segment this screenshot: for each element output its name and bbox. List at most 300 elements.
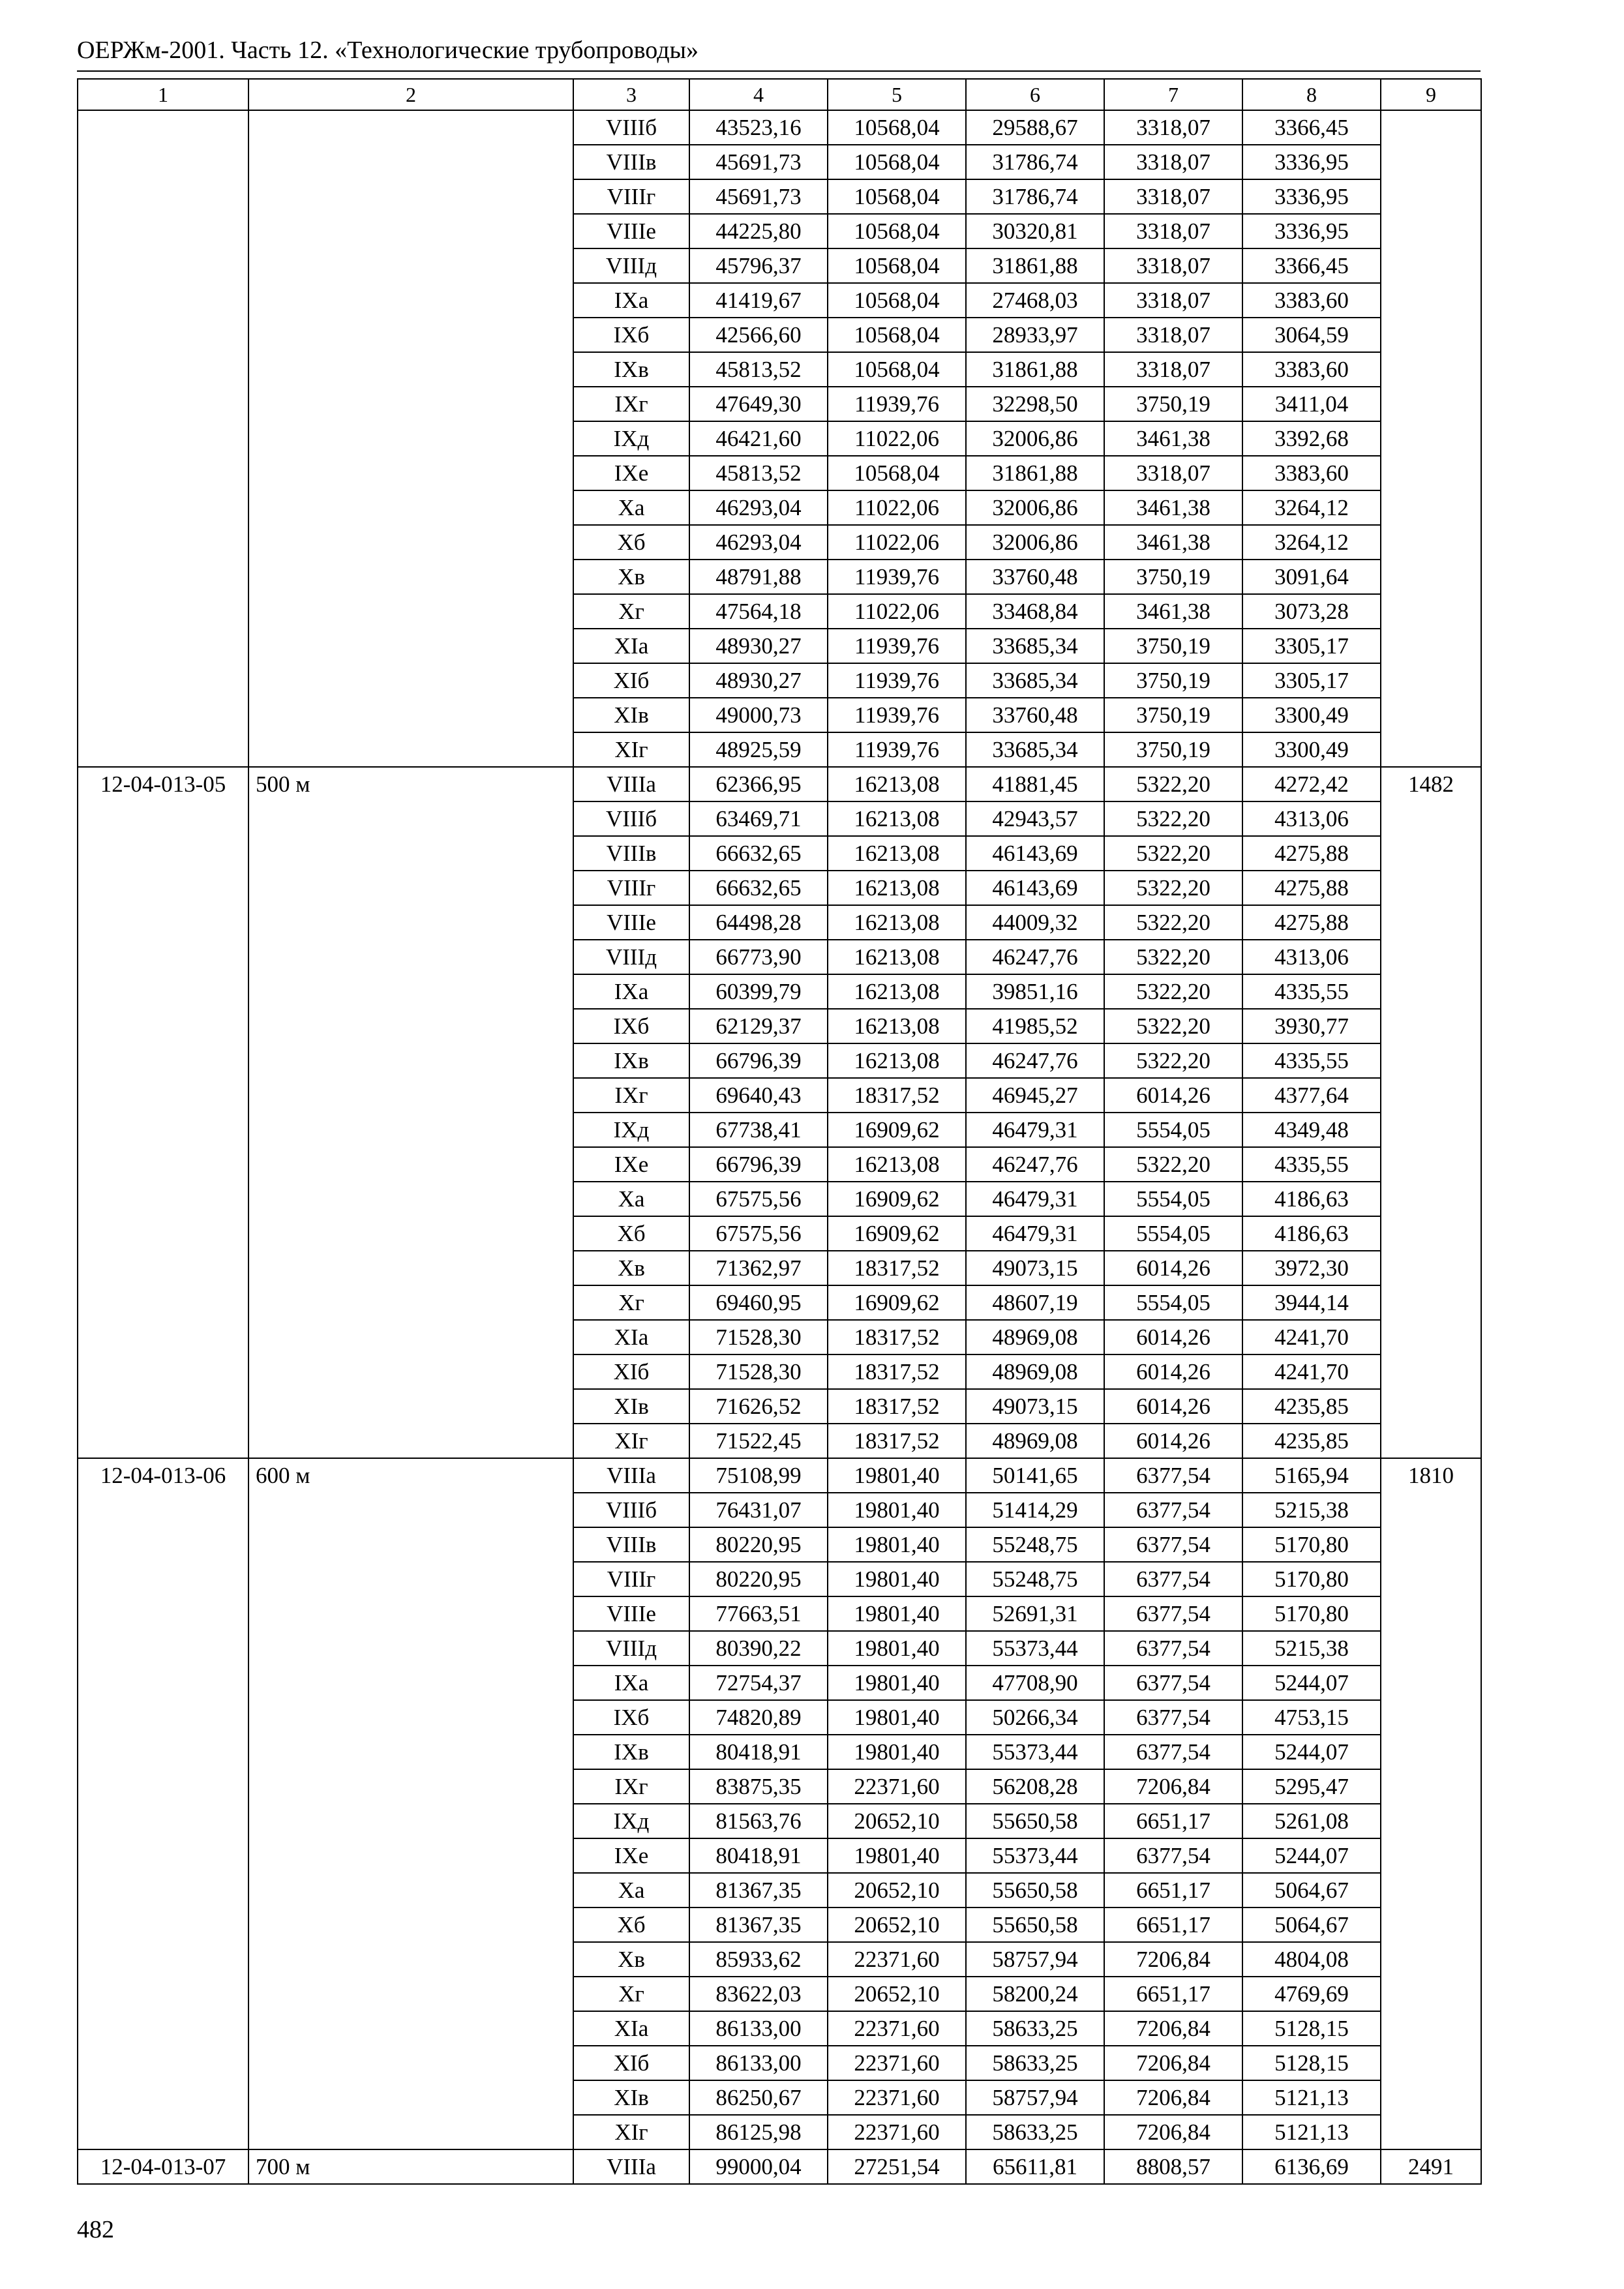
category-cell: VIIIв: [573, 145, 689, 179]
category-cell: IXв: [573, 352, 689, 387]
value-cell: 72754,37: [689, 1666, 828, 1700]
value-cell: 6377,54: [1104, 1666, 1242, 1700]
column-number-row: [78, 79, 1481, 110]
value-cell: 67738,41: [689, 1113, 828, 1147]
value-cell: 80220,95: [689, 1527, 828, 1562]
value-cell: 3461,38: [1104, 421, 1242, 456]
value-cell: 4275,88: [1242, 871, 1381, 905]
value-cell: 6377,54: [1104, 1631, 1242, 1666]
value-cell: 50141,65: [966, 1458, 1104, 1493]
value-cell: 46293,04: [689, 525, 828, 560]
value-cell: 55373,44: [966, 1631, 1104, 1666]
value-cell: 67575,56: [689, 1182, 828, 1216]
value-cell: 4235,85: [1242, 1424, 1381, 1458]
column-9-cell: 2491: [1381, 2149, 1481, 2184]
category-cell: VIIIд: [573, 940, 689, 974]
value-cell: 48930,27: [689, 663, 828, 698]
value-cell: 6014,26: [1104, 1251, 1242, 1285]
value-cell: 64498,28: [689, 905, 828, 940]
value-cell: 3318,07: [1104, 283, 1242, 318]
value-cell: 31861,88: [966, 352, 1104, 387]
value-cell: 5322,20: [1104, 974, 1242, 1009]
column-header: 2: [248, 79, 573, 110]
value-cell: 22371,60: [828, 2080, 966, 2115]
value-cell: 55650,58: [966, 1908, 1104, 1942]
value-cell: 33760,48: [966, 560, 1104, 594]
category-cell: IXа: [573, 1666, 689, 1700]
value-cell: 5165,94: [1242, 1458, 1381, 1493]
value-cell: 10568,04: [828, 318, 966, 352]
value-cell: 4186,63: [1242, 1182, 1381, 1216]
value-cell: 66796,39: [689, 1147, 828, 1182]
value-cell: 32298,50: [966, 387, 1104, 421]
value-cell: 3366,45: [1242, 110, 1381, 145]
value-cell: 46143,69: [966, 836, 1104, 871]
value-cell: 4335,55: [1242, 974, 1381, 1009]
value-cell: 48925,59: [689, 732, 828, 767]
value-cell: 5322,20: [1104, 871, 1242, 905]
value-cell: 33685,34: [966, 732, 1104, 767]
value-cell: 16213,08: [828, 940, 966, 974]
value-cell: 7206,84: [1104, 2011, 1242, 2046]
value-cell: 6377,54: [1104, 1493, 1242, 1527]
value-cell: 5322,20: [1104, 836, 1242, 871]
value-cell: 22371,60: [828, 2046, 966, 2080]
value-cell: 20652,10: [828, 1908, 966, 1942]
value-cell: 3750,19: [1104, 663, 1242, 698]
value-cell: 10568,04: [828, 145, 966, 179]
value-cell: 46421,60: [689, 421, 828, 456]
value-cell: 3305,17: [1242, 629, 1381, 663]
value-cell: 42943,57: [966, 801, 1104, 836]
pipe-size-cell: 700 м: [248, 2149, 573, 2184]
value-cell: 11939,76: [828, 560, 966, 594]
value-cell: 41985,52: [966, 1009, 1104, 1043]
column-header: 8: [1242, 79, 1381, 110]
value-cell: 80220,95: [689, 1562, 828, 1596]
value-cell: 58633,25: [966, 2046, 1104, 2080]
value-cell: 18317,52: [828, 1389, 966, 1424]
value-cell: 83622,03: [689, 1977, 828, 2011]
value-cell: 19801,40: [828, 1458, 966, 1493]
value-cell: 46479,31: [966, 1182, 1104, 1216]
value-cell: 16213,08: [828, 1147, 966, 1182]
value-cell: 6014,26: [1104, 1354, 1242, 1389]
value-cell: 3336,95: [1242, 179, 1381, 214]
value-cell: 4241,70: [1242, 1320, 1381, 1354]
category-cell: Xв: [573, 1942, 689, 1977]
value-cell: 3318,07: [1104, 110, 1242, 145]
value-cell: 31861,88: [966, 456, 1104, 490]
value-cell: 4335,55: [1242, 1147, 1381, 1182]
value-cell: 3750,19: [1104, 387, 1242, 421]
value-cell: 50266,34: [966, 1700, 1104, 1735]
value-cell: 5322,20: [1104, 801, 1242, 836]
value-cell: 11939,76: [828, 629, 966, 663]
value-cell: 99000,04: [689, 2149, 828, 2184]
value-cell: 29588,67: [966, 110, 1104, 145]
value-cell: 19801,40: [828, 1631, 966, 1666]
value-cell: 27468,03: [966, 283, 1104, 318]
pipe-size-cell: [248, 110, 573, 767]
value-cell: 6136,69: [1242, 2149, 1381, 2184]
value-cell: 55650,58: [966, 1804, 1104, 1838]
category-cell: Xа: [573, 1873, 689, 1908]
value-cell: 46945,27: [966, 1078, 1104, 1113]
value-cell: 19801,40: [828, 1700, 966, 1735]
value-cell: 18317,52: [828, 1424, 966, 1458]
value-cell: 66632,65: [689, 871, 828, 905]
value-cell: 5261,08: [1242, 1804, 1381, 1838]
value-cell: 66773,90: [689, 940, 828, 974]
value-cell: 18317,52: [828, 1320, 966, 1354]
value-cell: 66796,39: [689, 1043, 828, 1078]
value-cell: 6014,26: [1104, 1320, 1242, 1354]
value-cell: 45796,37: [689, 248, 828, 283]
header-rule: [77, 70, 1481, 72]
category-cell: VIIIв: [573, 1527, 689, 1562]
value-cell: 3750,19: [1104, 560, 1242, 594]
value-cell: 45813,52: [689, 456, 828, 490]
rates-table-body: [78, 110, 1481, 2184]
value-cell: 67575,56: [689, 1216, 828, 1251]
value-cell: 80418,91: [689, 1735, 828, 1769]
value-cell: 6377,54: [1104, 1562, 1242, 1596]
value-cell: 55248,75: [966, 1562, 1104, 1596]
rates-table: [77, 78, 1482, 2185]
value-cell: 11022,06: [828, 525, 966, 560]
value-cell: 33685,34: [966, 663, 1104, 698]
category-cell: IXв: [573, 1043, 689, 1078]
category-cell: VIIIг: [573, 179, 689, 214]
value-cell: 58633,25: [966, 2115, 1104, 2149]
value-cell: 3336,95: [1242, 145, 1381, 179]
value-cell: 3383,60: [1242, 283, 1381, 318]
value-cell: 69460,95: [689, 1285, 828, 1320]
value-cell: 3264,12: [1242, 490, 1381, 525]
value-cell: 3318,07: [1104, 318, 1242, 352]
value-cell: 4186,63: [1242, 1216, 1381, 1251]
value-cell: 48969,08: [966, 1320, 1104, 1354]
value-cell: 32006,86: [966, 525, 1104, 560]
value-cell: 3318,07: [1104, 352, 1242, 387]
value-cell: 16213,08: [828, 871, 966, 905]
value-cell: 48930,27: [689, 629, 828, 663]
value-cell: 11939,76: [828, 387, 966, 421]
category-cell: IXг: [573, 1078, 689, 1113]
column-header: 5: [828, 79, 966, 110]
value-cell: 32006,86: [966, 421, 1104, 456]
value-cell: 5322,20: [1104, 905, 1242, 940]
value-cell: 3944,14: [1242, 1285, 1381, 1320]
value-cell: 20652,10: [828, 1804, 966, 1838]
value-cell: 5322,20: [1104, 1009, 1242, 1043]
value-cell: 65611,81: [966, 2149, 1104, 2184]
rate-code-cell: [78, 110, 248, 767]
category-cell: XIб: [573, 2046, 689, 2080]
value-cell: 47649,30: [689, 387, 828, 421]
value-cell: 7206,84: [1104, 1769, 1242, 1804]
value-cell: 75108,99: [689, 1458, 828, 1493]
value-cell: 5244,07: [1242, 1735, 1381, 1769]
value-cell: 33760,48: [966, 698, 1104, 732]
value-cell: 5554,05: [1104, 1216, 1242, 1251]
value-cell: 16909,62: [828, 1216, 966, 1251]
value-cell: 3461,38: [1104, 490, 1242, 525]
value-cell: 5170,80: [1242, 1527, 1381, 1562]
rate-code-cell: 12-04-013-07: [78, 2149, 248, 2184]
value-cell: 3300,49: [1242, 732, 1381, 767]
category-cell: Xб: [573, 1216, 689, 1251]
value-cell: 49000,73: [689, 698, 828, 732]
value-cell: 3073,28: [1242, 594, 1381, 629]
value-cell: 10568,04: [828, 179, 966, 214]
value-cell: 3064,59: [1242, 318, 1381, 352]
category-cell: Xа: [573, 1182, 689, 1216]
value-cell: 71528,30: [689, 1320, 828, 1354]
value-cell: 46293,04: [689, 490, 828, 525]
value-cell: 18317,52: [828, 1354, 966, 1389]
value-cell: 66632,65: [689, 836, 828, 871]
value-cell: 51414,29: [966, 1493, 1104, 1527]
category-cell: XIб: [573, 663, 689, 698]
value-cell: 16213,08: [828, 1009, 966, 1043]
category-cell: XIа: [573, 2011, 689, 2046]
category-cell: VIIIб: [573, 110, 689, 145]
value-cell: 47564,18: [689, 594, 828, 629]
category-cell: VIIIе: [573, 905, 689, 940]
value-cell: 4313,06: [1242, 801, 1381, 836]
value-cell: 4241,70: [1242, 1354, 1381, 1389]
value-cell: 77663,51: [689, 1596, 828, 1631]
value-cell: 48791,88: [689, 560, 828, 594]
value-cell: 10568,04: [828, 248, 966, 283]
value-cell: 4349,48: [1242, 1113, 1381, 1147]
value-cell: 22371,60: [828, 1769, 966, 1804]
value-cell: 6014,26: [1104, 1424, 1242, 1458]
value-cell: 39851,16: [966, 974, 1104, 1009]
value-cell: 46143,69: [966, 871, 1104, 905]
category-cell: XIв: [573, 1389, 689, 1424]
category-cell: VIIIе: [573, 214, 689, 248]
value-cell: 4313,06: [1242, 940, 1381, 974]
table-row: [78, 1458, 1481, 1493]
value-cell: 10568,04: [828, 110, 966, 145]
value-cell: 55248,75: [966, 1527, 1104, 1562]
value-cell: 58633,25: [966, 2011, 1104, 2046]
value-cell: 6014,26: [1104, 1078, 1242, 1113]
value-cell: 5064,67: [1242, 1908, 1381, 1942]
value-cell: 16213,08: [828, 836, 966, 871]
category-cell: Xа: [573, 490, 689, 525]
value-cell: 6377,54: [1104, 1735, 1242, 1769]
value-cell: 81367,35: [689, 1908, 828, 1942]
column-header: 4: [689, 79, 828, 110]
value-cell: 46247,76: [966, 940, 1104, 974]
category-cell: Xб: [573, 1908, 689, 1942]
value-cell: 11022,06: [828, 421, 966, 456]
category-cell: VIIIб: [573, 801, 689, 836]
value-cell: 5322,20: [1104, 767, 1242, 801]
value-cell: 5121,13: [1242, 2080, 1381, 2115]
category-cell: IXд: [573, 1113, 689, 1147]
value-cell: 85933,62: [689, 1942, 828, 1977]
value-cell: 3383,60: [1242, 456, 1381, 490]
value-cell: 3300,49: [1242, 698, 1381, 732]
value-cell: 45691,73: [689, 145, 828, 179]
value-cell: 5170,80: [1242, 1596, 1381, 1631]
value-cell: 55373,44: [966, 1838, 1104, 1873]
value-cell: 58757,94: [966, 2080, 1104, 2115]
value-cell: 3383,60: [1242, 352, 1381, 387]
category-cell: XIв: [573, 2080, 689, 2115]
category-cell: IXа: [573, 974, 689, 1009]
value-cell: 86250,67: [689, 2080, 828, 2115]
category-cell: IXе: [573, 1838, 689, 1873]
category-cell: VIIIа: [573, 2149, 689, 2184]
category-cell: IXв: [573, 1735, 689, 1769]
value-cell: 19801,40: [828, 1527, 966, 1562]
value-cell: 4769,69: [1242, 1977, 1381, 2011]
column-header: 7: [1104, 79, 1242, 110]
category-cell: IXб: [573, 318, 689, 352]
category-cell: Xв: [573, 560, 689, 594]
value-cell: 16909,62: [828, 1285, 966, 1320]
value-cell: 3461,38: [1104, 525, 1242, 560]
value-cell: 16909,62: [828, 1113, 966, 1147]
value-cell: 48969,08: [966, 1424, 1104, 1458]
category-cell: IXб: [573, 1009, 689, 1043]
value-cell: 80418,91: [689, 1838, 828, 1873]
value-cell: 3392,68: [1242, 421, 1381, 456]
page-header-title: ОЕРЖм-2001. Часть 12. «Технологические трубопроводы»: [77, 37, 699, 64]
category-cell: VIIIг: [573, 871, 689, 905]
value-cell: 3336,95: [1242, 214, 1381, 248]
value-cell: 49073,15: [966, 1251, 1104, 1285]
rate-code-cell: 12-04-013-06: [78, 1458, 248, 2149]
value-cell: 3091,64: [1242, 560, 1381, 594]
value-cell: 10568,04: [828, 352, 966, 387]
value-cell: 3750,19: [1104, 629, 1242, 663]
category-cell: IXе: [573, 1147, 689, 1182]
value-cell: 4275,88: [1242, 836, 1381, 871]
value-cell: 49073,15: [966, 1389, 1104, 1424]
value-cell: 27251,54: [828, 2149, 966, 2184]
category-cell: Xг: [573, 594, 689, 629]
value-cell: 31861,88: [966, 248, 1104, 283]
value-cell: 71362,97: [689, 1251, 828, 1285]
value-cell: 22371,60: [828, 2011, 966, 2046]
value-cell: 71626,52: [689, 1389, 828, 1424]
pipe-size-cell: 500 м: [248, 767, 573, 1458]
value-cell: 31786,74: [966, 179, 1104, 214]
table-row: [78, 2149, 1481, 2184]
column-header: 9: [1381, 79, 1481, 110]
column-9-cell: 1482: [1381, 767, 1481, 1458]
value-cell: 71528,30: [689, 1354, 828, 1389]
value-cell: 3318,07: [1104, 248, 1242, 283]
category-cell: IXд: [573, 421, 689, 456]
value-cell: 62366,95: [689, 767, 828, 801]
value-cell: 55373,44: [966, 1735, 1104, 1769]
value-cell: 56208,28: [966, 1769, 1104, 1804]
value-cell: 44009,32: [966, 905, 1104, 940]
value-cell: 46479,31: [966, 1216, 1104, 1251]
category-cell: VIIIг: [573, 1562, 689, 1596]
category-cell: Xв: [573, 1251, 689, 1285]
value-cell: 11022,06: [828, 594, 966, 629]
category-cell: Xг: [573, 1977, 689, 2011]
value-cell: 44225,80: [689, 214, 828, 248]
value-cell: 74820,89: [689, 1700, 828, 1735]
value-cell: 11022,06: [828, 490, 966, 525]
category-cell: Xг: [573, 1285, 689, 1320]
value-cell: 46247,76: [966, 1147, 1104, 1182]
value-cell: 3305,17: [1242, 663, 1381, 698]
value-cell: 11939,76: [828, 732, 966, 767]
value-cell: 4272,42: [1242, 767, 1381, 801]
value-cell: 16909,62: [828, 1182, 966, 1216]
value-cell: 5554,05: [1104, 1285, 1242, 1320]
value-cell: 3972,30: [1242, 1251, 1381, 1285]
value-cell: 11939,76: [828, 663, 966, 698]
pipe-size-cell: 600 м: [248, 1458, 573, 2149]
value-cell: 8808,57: [1104, 2149, 1242, 2184]
value-cell: 3366,45: [1242, 248, 1381, 283]
value-cell: 19801,40: [828, 1666, 966, 1700]
value-cell: 19801,40: [828, 1493, 966, 1527]
value-cell: 3750,19: [1104, 732, 1242, 767]
category-cell: XIа: [573, 1320, 689, 1354]
value-cell: 41881,45: [966, 767, 1104, 801]
category-cell: XIг: [573, 732, 689, 767]
value-cell: 3318,07: [1104, 145, 1242, 179]
category-cell: XIг: [573, 2115, 689, 2149]
column-header: 3: [573, 79, 689, 110]
value-cell: 31786,74: [966, 145, 1104, 179]
category-cell: XIв: [573, 698, 689, 732]
value-cell: 33468,84: [966, 594, 1104, 629]
category-cell: IXб: [573, 1700, 689, 1735]
value-cell: 5215,38: [1242, 1493, 1381, 1527]
value-cell: 48607,19: [966, 1285, 1104, 1320]
value-cell: 3318,07: [1104, 214, 1242, 248]
value-cell: 71522,45: [689, 1424, 828, 1458]
value-cell: 10568,04: [828, 456, 966, 490]
value-cell: 41419,67: [689, 283, 828, 318]
value-cell: 10568,04: [828, 214, 966, 248]
value-cell: 6651,17: [1104, 1804, 1242, 1838]
value-cell: 5170,80: [1242, 1562, 1381, 1596]
value-cell: 46247,76: [966, 1043, 1104, 1078]
value-cell: 16213,08: [828, 801, 966, 836]
value-cell: 6014,26: [1104, 1389, 1242, 1424]
value-cell: 6651,17: [1104, 1977, 1242, 2011]
value-cell: 4275,88: [1242, 905, 1381, 940]
value-cell: 46479,31: [966, 1113, 1104, 1147]
category-cell: VIIIв: [573, 836, 689, 871]
page-number: 482: [77, 2216, 114, 2243]
value-cell: 86133,00: [689, 2046, 828, 2080]
category-cell: VIIIа: [573, 1458, 689, 1493]
value-cell: 5322,20: [1104, 1147, 1242, 1182]
value-cell: 19801,40: [828, 1838, 966, 1873]
value-cell: 69640,43: [689, 1078, 828, 1113]
value-cell: 5554,05: [1104, 1113, 1242, 1147]
value-cell: 45813,52: [689, 352, 828, 387]
value-cell: 62129,37: [689, 1009, 828, 1043]
category-cell: IXг: [573, 1769, 689, 1804]
